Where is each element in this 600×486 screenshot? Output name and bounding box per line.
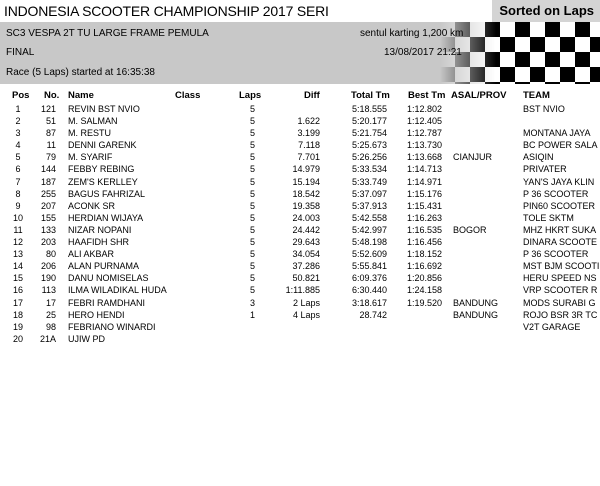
- cell-best: 1:12.787: [406, 128, 442, 139]
- date-time: 13/08/2017 21:21: [384, 47, 462, 58]
- cell-diff: 4 Laps: [292, 309, 320, 320]
- cell-diff: 7.701: [297, 152, 320, 163]
- cell-diff: 7.118: [298, 140, 320, 151]
- cell-team: P 36 SCOOTER: [523, 188, 589, 199]
- title-bar: [0, 0, 600, 22]
- cell-best: 1:13.730: [406, 140, 442, 151]
- cell-pos: 11: [13, 224, 23, 235]
- cell-best: 1:18.152: [406, 249, 442, 260]
- cell-laps: 5: [250, 249, 256, 260]
- cell-no: 21A: [39, 333, 56, 344]
- cell-no: 144: [40, 164, 56, 175]
- table-row: [0, 333, 600, 345]
- cell-name: M. RESTU: [68, 128, 112, 139]
- cell-total: 5:37.097: [351, 188, 387, 199]
- race-info: Race (5 Laps) started at 16:35:38: [6, 67, 155, 78]
- cell-name: NIZAR NOPANI: [68, 224, 132, 235]
- cell-no: 113: [41, 285, 56, 296]
- cell-laps: 5: [250, 224, 256, 235]
- cell-laps: 5: [250, 128, 256, 139]
- cell-diff: 24.442: [292, 224, 320, 235]
- cell-no: 25: [45, 309, 56, 320]
- cell-total: 5:21.754: [351, 128, 387, 139]
- cell-team: PRIVATER: [523, 164, 567, 175]
- cell-no: 80: [45, 249, 56, 260]
- cell-laps: 5: [250, 261, 256, 272]
- cell-pos: 14: [12, 261, 23, 272]
- cell-laps: 5: [250, 200, 256, 211]
- cell-total: 5:52.609: [351, 249, 387, 260]
- cell-best: 1:12.405: [406, 116, 442, 127]
- cell-total: 5:25.673: [351, 140, 387, 151]
- table-row: [0, 309, 600, 321]
- cell-asal: CIANJUR: [453, 152, 493, 163]
- cell-diff: 19.358: [292, 200, 320, 211]
- cell-pos: 2: [15, 116, 21, 127]
- cell-pos: 10: [12, 212, 23, 223]
- cell-no: 255: [40, 188, 56, 199]
- cell-no: 203: [40, 237, 56, 248]
- cell-best: 1:12.802: [406, 104, 442, 114]
- table-row: [0, 115, 600, 127]
- cell-total: 5:37.913: [351, 200, 387, 211]
- table-row: [0, 200, 600, 212]
- cell-laps: 3: [250, 297, 256, 308]
- cell-diff: 50.821: [292, 273, 320, 284]
- cell-laps: 5: [250, 237, 256, 248]
- table-row: [0, 139, 600, 151]
- cell-no: 79: [45, 152, 56, 163]
- checkered-flag-icon: [440, 22, 600, 84]
- cell-name: HAAFIDH SHR: [68, 237, 130, 248]
- col-no: No.: [44, 90, 60, 101]
- cell-no: 11: [46, 140, 56, 151]
- cell-total: 5:18.555: [351, 104, 387, 114]
- cell-total: 5:48.198: [351, 237, 387, 248]
- cell-best: 1:19.520: [406, 297, 442, 308]
- cell-pos: 20: [12, 333, 23, 344]
- col-team: TEAM: [523, 90, 550, 101]
- col-laps: Laps: [239, 90, 262, 101]
- table-row: [0, 236, 600, 248]
- results-table: [0, 103, 600, 345]
- cell-name: FEBRIANO WINARDI: [68, 321, 156, 332]
- cell-name: ALI AKBAR: [68, 249, 115, 260]
- session-name: FINAL: [6, 47, 35, 58]
- cell-name: FEBBY REBING: [68, 164, 135, 175]
- table-row: [0, 272, 600, 284]
- cell-team: MONTANA JAYA: [523, 128, 591, 139]
- cell-no: 190: [40, 273, 56, 284]
- cell-laps: 5: [250, 188, 256, 199]
- cell-no: 87: [45, 128, 56, 139]
- cell-pos: 18: [12, 309, 23, 320]
- cell-pos: 9: [15, 200, 21, 211]
- cell-total: 5:42.558: [351, 212, 387, 223]
- cell-name: REVIN BST NVIO: [68, 104, 140, 114]
- col-class: Class: [175, 90, 201, 101]
- table-row: [0, 127, 600, 139]
- cell-laps: 5: [250, 104, 256, 114]
- cell-best: 1:14.971: [406, 176, 442, 187]
- table-row: [0, 176, 600, 188]
- cell-laps: 5: [250, 285, 256, 296]
- cell-name: ILMA WILADIKAL HUDA: [68, 285, 167, 296]
- cell-no: 133: [40, 224, 56, 235]
- cell-diff: 18.542: [292, 188, 320, 199]
- cell-name: DENNI GARENK: [68, 140, 137, 151]
- cell-diff: 24.003: [292, 212, 320, 223]
- cell-team: PIN60 SCOOTER: [523, 200, 596, 211]
- cell-asal: BANDUNG: [453, 297, 499, 308]
- track-name: sentul karting 1,200 km: [360, 28, 464, 39]
- cell-laps: 5: [250, 164, 256, 175]
- sorted-label: Sorted on Laps: [492, 0, 600, 22]
- cell-best: 1:16.535: [406, 224, 442, 235]
- table-row: [0, 151, 600, 163]
- cell-best: 1:15.176: [406, 188, 442, 199]
- cell-pos: 8: [15, 188, 21, 199]
- cell-pos: 3: [15, 128, 21, 139]
- cell-pos: 19: [12, 321, 23, 332]
- cell-no: 121: [40, 104, 56, 114]
- cell-name: DANU NOMISELAS: [68, 273, 149, 284]
- cell-total: 5:42.997: [351, 224, 387, 235]
- cell-pos: 16: [12, 285, 23, 296]
- cell-best: 1:14.713: [406, 164, 442, 175]
- cell-best: 1:15.431: [406, 200, 442, 211]
- table-row: [0, 297, 600, 309]
- cell-name: M. SYARIF: [68, 152, 113, 163]
- cell-team: V2T GARAGE: [523, 321, 581, 332]
- cell-best: 1:20.856: [406, 273, 442, 284]
- cell-pos: 12: [12, 237, 23, 248]
- cell-diff: 14.979: [292, 164, 320, 175]
- cell-no: 206: [40, 261, 56, 272]
- cell-team: TOLE SKTM: [523, 212, 574, 223]
- table-row: [0, 103, 600, 115]
- cell-laps: 5: [250, 212, 256, 223]
- cell-total: 6:09.376: [351, 273, 387, 284]
- cell-name: HERO HENDI: [68, 309, 125, 320]
- cell-team: ROJO BSR 3R TC: [523, 309, 598, 320]
- page-title: INDONESIA SCOOTER CHAMPIONSHIP 2017 SERI: [4, 3, 329, 19]
- cell-diff: 3.199: [297, 128, 320, 139]
- col-total: Total Tm: [351, 90, 390, 101]
- table-row: [0, 163, 600, 175]
- col-best: Best Tm: [408, 90, 446, 101]
- cell-total: 28.742: [359, 309, 387, 320]
- cell-total: 5:33.749: [351, 176, 387, 187]
- cell-team: MODS SURABI G: [523, 297, 596, 308]
- cell-pos: 5: [15, 152, 21, 163]
- table-row: [0, 248, 600, 260]
- cell-best: 1:13.668: [406, 152, 442, 163]
- cell-laps: 5: [250, 140, 256, 151]
- cell-diff: 34.054: [292, 249, 320, 260]
- cell-name: ZEM'S KERLLEY: [68, 176, 138, 187]
- cell-pos: 6: [15, 164, 21, 175]
- cell-no: 51: [45, 116, 56, 127]
- cell-pos: 7: [15, 176, 21, 187]
- cell-best: 1:24.158: [406, 285, 442, 296]
- cell-total: 5:20.177: [351, 116, 387, 127]
- cell-team: BST NVIO: [523, 104, 565, 114]
- cell-name: FEBRI RAMDHANI: [68, 297, 146, 308]
- cell-name: HERDIAN WIJAYA: [68, 212, 144, 223]
- cell-name: ACONK SR: [68, 200, 116, 211]
- cell-total: 5:55.841: [351, 261, 387, 272]
- cell-no: 17: [45, 297, 56, 308]
- cell-best: 1:16.263: [406, 212, 442, 223]
- cell-asal: BANDUNG: [453, 309, 499, 320]
- cell-name: ALAN PURNAMA: [68, 261, 140, 272]
- cell-pos: 1: [15, 104, 21, 114]
- cell-team: BC POWER SALA: [523, 140, 598, 151]
- cell-diff: 2 Laps: [292, 297, 320, 308]
- cell-diff: 1:11.885: [285, 285, 320, 296]
- cell-team: P 36 SCOOTER: [523, 249, 589, 260]
- cell-diff: 1.622: [297, 116, 320, 127]
- cell-no: 155: [40, 212, 56, 223]
- cell-diff: 37.286: [292, 261, 320, 272]
- cell-team: YAN'S JAYA KLIN: [523, 176, 595, 187]
- cell-laps: 1: [250, 309, 256, 320]
- cell-total: 3:18.617: [351, 297, 387, 308]
- cell-name: BAGUS FAHRIZAL: [68, 188, 146, 199]
- cell-team: MST BJM SCOOTI: [523, 261, 599, 272]
- cell-no: 98: [45, 321, 56, 332]
- col-pos: Pos: [12, 90, 30, 101]
- cell-diff: 15.194: [292, 176, 320, 187]
- cell-total: 5:26.256: [351, 152, 387, 163]
- cell-laps: 5: [250, 116, 256, 127]
- table-row: [0, 260, 600, 272]
- cell-diff: 29.643: [292, 237, 320, 248]
- col-asal: ASAL/PROV: [451, 90, 507, 101]
- cell-asal: BOGOR: [453, 224, 487, 235]
- table-row: [0, 224, 600, 236]
- cell-pos: 17: [12, 297, 23, 308]
- table-row: [0, 212, 600, 224]
- cell-best: 1:16.692: [406, 261, 442, 272]
- info-panel: [0, 22, 600, 84]
- cell-no: 207: [40, 200, 56, 211]
- cell-laps: 5: [250, 176, 256, 187]
- cell-no: 187: [40, 176, 56, 187]
- cell-pos: 13: [12, 249, 23, 260]
- table-row: [0, 321, 600, 333]
- col-diff: Diff: [304, 90, 320, 101]
- cell-best: 1:16.456: [406, 237, 442, 248]
- cell-pos: 15: [12, 273, 23, 284]
- cell-team: HERU SPEED NS: [523, 273, 597, 284]
- cell-laps: 5: [250, 273, 256, 284]
- col-name: Name: [68, 90, 94, 101]
- cell-pos: 4: [15, 140, 21, 151]
- cell-team: MHZ HKRT SUKA: [523, 224, 597, 235]
- class-name: SC3 VESPA 2T TU LARGE FRAME PEMULA: [6, 28, 209, 39]
- cell-laps: 5: [250, 152, 256, 163]
- cell-team: ASIQIN: [523, 152, 554, 163]
- cell-team: DINARA SCOOTE: [523, 237, 598, 248]
- cell-name: M. SALMAN: [68, 116, 118, 127]
- cell-total: 5:33.534: [351, 164, 387, 175]
- cell-name: UJIW PD: [68, 333, 105, 344]
- cell-total: 6:30.440: [351, 285, 387, 296]
- table-row: [0, 284, 600, 296]
- cell-team: VRP SCOOTER R: [523, 285, 598, 296]
- table-row: [0, 188, 600, 200]
